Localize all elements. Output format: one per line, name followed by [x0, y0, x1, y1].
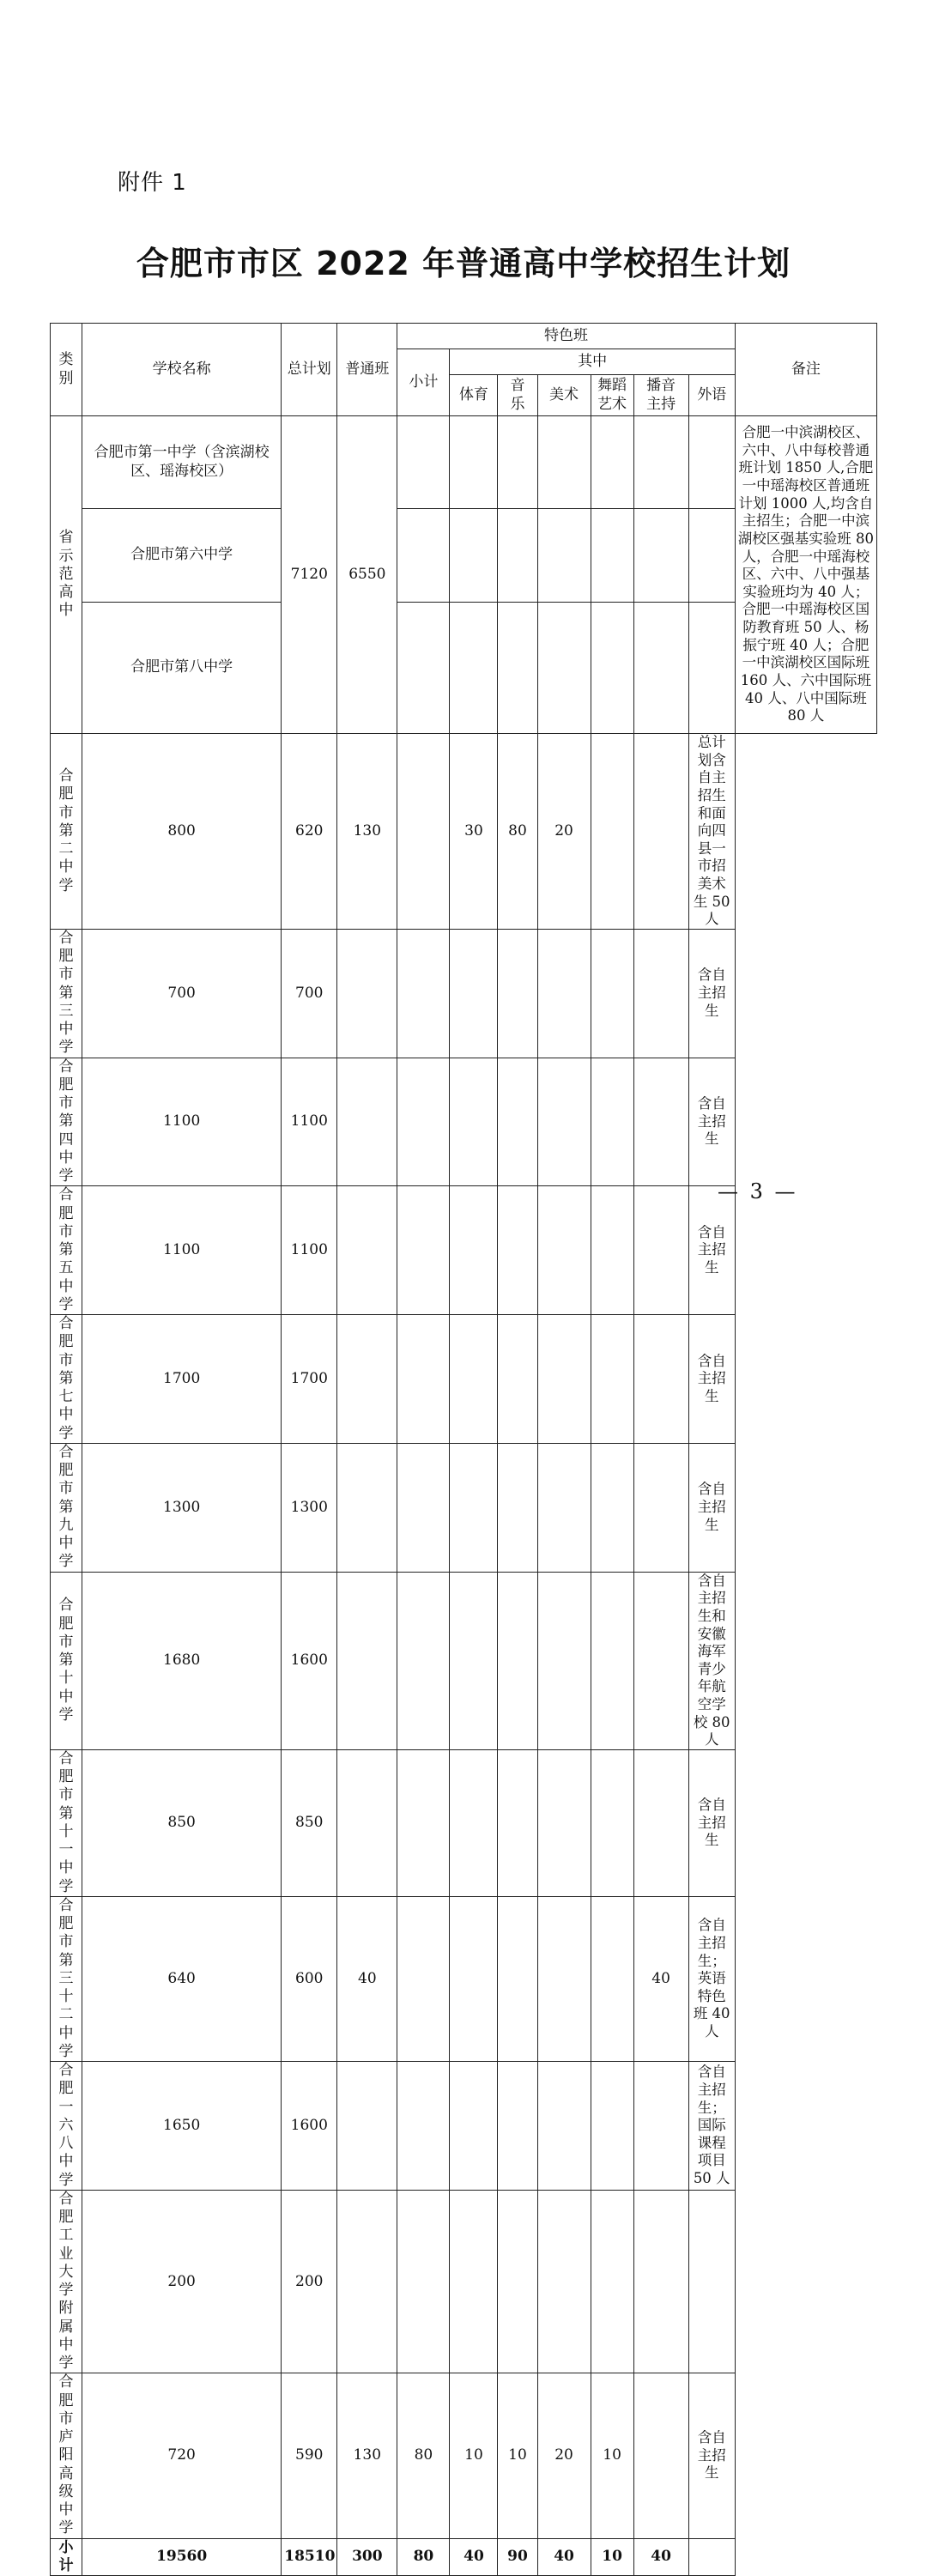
broadcast-value [591, 2190, 633, 2373]
note-cell: 含自主招生 [688, 1749, 735, 1896]
regular-class-value: 1100 [282, 1058, 337, 1186]
foreign-language-sum: 40 [633, 2538, 688, 2576]
regular-class-value: 1300 [282, 1443, 337, 1572]
subtotal-sum: 300 [337, 2538, 397, 2576]
note-cell: 含自主招生；英语特色班 40 人 [688, 1896, 735, 2061]
art-value [498, 1058, 537, 1186]
school-name: 合肥市第十一中学 [51, 1749, 82, 1896]
subtotal-value [337, 1749, 397, 1896]
school-name: 合肥市第九中学 [51, 1443, 82, 1572]
total-plan-value: 1100 [82, 1058, 282, 1186]
dance-value [537, 1058, 591, 1186]
dance-value [537, 1443, 591, 1572]
header-notes: 备注 [735, 324, 876, 416]
note-cell: 含自主招生 [688, 1058, 735, 1186]
broadcast-value [591, 1186, 633, 1315]
art-value [498, 1749, 537, 1896]
total-plan-value: 1300 [82, 1443, 282, 1572]
total-plan-value: 850 [82, 1749, 282, 1896]
note-cell: 含自主招生和安徽海军青少年航空学校 80 人 [688, 1572, 735, 1749]
sports-value [397, 734, 450, 930]
total-plan-value: 1680 [82, 1572, 282, 1749]
school-name: 合肥市第十中学 [51, 1572, 82, 1749]
music-value [450, 1572, 498, 1749]
regular-class-value: 1600 [282, 2062, 337, 2191]
music-value [450, 1749, 498, 1896]
subtotal-value [337, 2062, 397, 2191]
subtotal-value: 130 [337, 2373, 397, 2538]
header-school-name: 学校名称 [82, 324, 282, 416]
foreign-language-value [633, 2062, 688, 2191]
note-cell [688, 2190, 735, 2373]
dance-value [537, 929, 591, 1058]
header-foreign-language: 外语 [688, 375, 735, 416]
header-art: 美术 [537, 375, 591, 416]
total-label: 小计 [51, 2538, 82, 2576]
header-special-class: 特色班 [397, 324, 735, 349]
header-regular-class: 普通班 [337, 324, 397, 416]
total-plan-value: 1700 [82, 1315, 282, 1444]
art-value: 80 [498, 734, 537, 930]
regular-class-value: 1600 [282, 1572, 337, 1749]
art-value [498, 1315, 537, 1444]
music-value: 10 [450, 2373, 498, 2538]
total-row [51, 2538, 877, 2576]
school-name: 合肥市第六中学 [82, 509, 282, 603]
dance-value: 20 [537, 734, 591, 930]
school-name: 合肥工业大学附属中学 [51, 2190, 82, 2373]
music-value [450, 2062, 498, 2191]
broadcast-value [591, 1896, 633, 2061]
total-plan-value: 700 [82, 929, 282, 1058]
sports-value [397, 2062, 450, 2191]
table-row [51, 1058, 877, 1186]
broadcast-value [591, 734, 633, 930]
table-row [51, 1896, 877, 2061]
sports-sum: 80 [397, 2538, 450, 2576]
art-value [498, 2062, 537, 2191]
table-row [51, 2062, 877, 2191]
header-total-plan: 总计划 [282, 324, 337, 416]
sports-value: 80 [397, 2373, 450, 2538]
header-sports: 体育 [450, 375, 498, 416]
subtotal-value [337, 1315, 397, 1444]
table-row [51, 1572, 877, 1749]
sports-value [397, 1896, 450, 2061]
sports-value [397, 2190, 450, 2373]
broadcast-value [591, 1572, 633, 1749]
total-plan-value: 720 [82, 2373, 282, 2538]
school-name: 合肥市第二中学 [51, 734, 82, 930]
school-name: 合肥市庐阳高级中学 [51, 2373, 82, 2538]
sports-value [397, 1572, 450, 1749]
regular-class-value: 6550 [337, 416, 397, 734]
sports-value [397, 1058, 450, 1186]
foreign-language-value [633, 1186, 688, 1315]
art-value [498, 2190, 537, 2373]
subtotal-value [337, 1058, 397, 1186]
note-cell: 含自主招生；国际课程项目 50 人 [688, 2062, 735, 2191]
broadcast-value [591, 2062, 633, 2191]
sports-value [397, 1749, 450, 1896]
broadcast-value [591, 1058, 633, 1186]
dance-value [537, 1749, 591, 1896]
category-cell: 省 示 范 高 中 [51, 416, 82, 734]
header-subtotal: 小计 [397, 349, 450, 416]
header-broadcast: 播音 主持 [633, 375, 688, 416]
dance-value [537, 1186, 591, 1315]
foreign-language-value: 40 [633, 1896, 688, 2061]
regular-class-value: 1700 [282, 1315, 337, 1444]
total-plan-value: 7120 [282, 416, 337, 734]
school-name: 合肥市第八中学 [82, 603, 282, 734]
music-sum: 40 [450, 2538, 498, 2576]
header-dance: 舞蹈 艺术 [591, 375, 633, 416]
total-plan-value: 1100 [82, 1186, 282, 1315]
enrollment-plan-table [50, 323, 877, 2576]
total-plan-value: 1650 [82, 2062, 282, 2191]
music-value [450, 929, 498, 1058]
total-plan-value: 800 [82, 734, 282, 930]
subtotal-value [337, 929, 397, 1058]
note-cell: 含自主招生 [688, 2373, 735, 2538]
music-value [450, 2190, 498, 2373]
table-row [51, 1443, 877, 1572]
dance-sum: 40 [537, 2538, 591, 2576]
total-plan-value: 640 [82, 1896, 282, 2061]
document-title: 合肥市市区 2022 年普通高中学校招生计划 [136, 245, 791, 282]
table-row [51, 1749, 877, 1896]
sports-value [397, 1315, 450, 1444]
subtotal-value: 40 [337, 1896, 397, 2061]
subtotal-value [337, 1443, 397, 1572]
note-cell: 合肥一中滨湖校区、六中、八中每校普通班计划 1850 人,合肥一中瑶海校区普通班计划 1000 人,均含自主招生；合肥一中滨湖校区强基实验班 80 人，合肥一中瑶海校区、六中、八中强基实验班均为 40 人；合肥一中瑶海校区国防教育班 50 人、杨振宁班 40 人；合肥一中滨湖校区国际班 160 人、六中国际班 40 人、八中国际班 80 人 [735, 416, 876, 734]
regular-class-value: 850 [282, 1749, 337, 1896]
table-row [51, 1315, 877, 1444]
broadcast-value [591, 1443, 633, 1572]
sports-value [397, 1443, 450, 1572]
table-row [51, 1186, 877, 1315]
regular-class-value: 1100 [282, 1186, 337, 1315]
regular-class-value: 620 [282, 734, 337, 930]
dance-value [537, 1896, 591, 2061]
subtotal-value [337, 2190, 397, 2373]
table-row [51, 734, 877, 930]
art-value [498, 1572, 537, 1749]
foreign-language-value [633, 1572, 688, 1749]
header-category: 类 别 [51, 324, 82, 416]
foreign-language-value [633, 1749, 688, 1896]
header-music: 音 乐 [498, 375, 537, 416]
broadcast-value: 10 [591, 2373, 633, 2538]
broadcast-value [591, 1315, 633, 1444]
sports-value [397, 1186, 450, 1315]
school-name: 合肥市第五中学 [51, 1186, 82, 1315]
table-row [51, 2373, 877, 2538]
school-name: 合肥市第一中学（含滨湖校区、瑶海校区） [82, 416, 282, 509]
header-among: 其中 [450, 349, 735, 375]
sports-value [397, 929, 450, 1058]
total-plan-value: 200 [82, 2190, 282, 2373]
school-name: 合肥市第四中学 [51, 1058, 82, 1186]
music-value [450, 1443, 498, 1572]
table-row [51, 416, 877, 509]
foreign-language-value [633, 2373, 688, 2538]
art-value [498, 1186, 537, 1315]
note-cell: 含自主招生 [688, 929, 735, 1058]
music-value [450, 1058, 498, 1186]
subtotal-value [337, 1572, 397, 1749]
broadcast-value [591, 1749, 633, 1896]
regular-class-value: 200 [282, 2190, 337, 2373]
dance-value [537, 2190, 591, 2373]
foreign-language-value [633, 1058, 688, 1186]
subtotal-value [337, 1186, 397, 1315]
table-row [51, 929, 877, 1058]
regular-class-value: 700 [282, 929, 337, 1058]
school-name: 合肥市第三中学 [51, 929, 82, 1058]
music-value [450, 1896, 498, 2061]
foreign-language-value [633, 734, 688, 930]
art-value [498, 1896, 537, 2061]
dance-value: 20 [537, 2373, 591, 2538]
school-name: 合肥一六八中学 [51, 2062, 82, 2191]
foreign-language-value [633, 929, 688, 1058]
foreign-language-value [633, 2190, 688, 2373]
dance-value [537, 1315, 591, 1444]
page-number: — 3 — [718, 1179, 798, 1203]
dance-value [537, 1572, 591, 1749]
music-value: 30 [450, 734, 498, 930]
school-name: 合肥市第三十二中学 [51, 1896, 82, 2061]
attachment-label: 附件 1 [118, 170, 187, 196]
note-cell: 含自主招生 [688, 1315, 735, 1444]
art-value: 10 [498, 2373, 537, 2538]
broadcast-value [591, 929, 633, 1058]
dance-value [537, 2062, 591, 2191]
table-row [51, 2190, 877, 2373]
music-value [450, 1315, 498, 1444]
note-cell: 含自主招生 [688, 1443, 735, 1572]
total-plan-sum: 19560 [82, 2538, 282, 2576]
note-cell: 总计划含自主招生和面向四县一市招美术生 50 人 [688, 734, 735, 930]
regular-class-value: 600 [282, 1896, 337, 2061]
foreign-language-value [633, 1443, 688, 1572]
music-value [450, 1186, 498, 1315]
art-sum: 90 [498, 2538, 537, 2576]
note-cell: 含自主招生 [688, 1186, 735, 1315]
total-note [688, 2538, 735, 2576]
regular-class-value: 590 [282, 2373, 337, 2538]
art-value [498, 929, 537, 1058]
foreign-language-value [633, 1315, 688, 1444]
school-name: 合肥市第七中学 [51, 1315, 82, 1444]
broadcast-sum: 10 [591, 2538, 633, 2576]
art-value [498, 1443, 537, 1572]
regular-class-sum: 18510 [282, 2538, 337, 2576]
subtotal-value: 130 [337, 734, 397, 930]
